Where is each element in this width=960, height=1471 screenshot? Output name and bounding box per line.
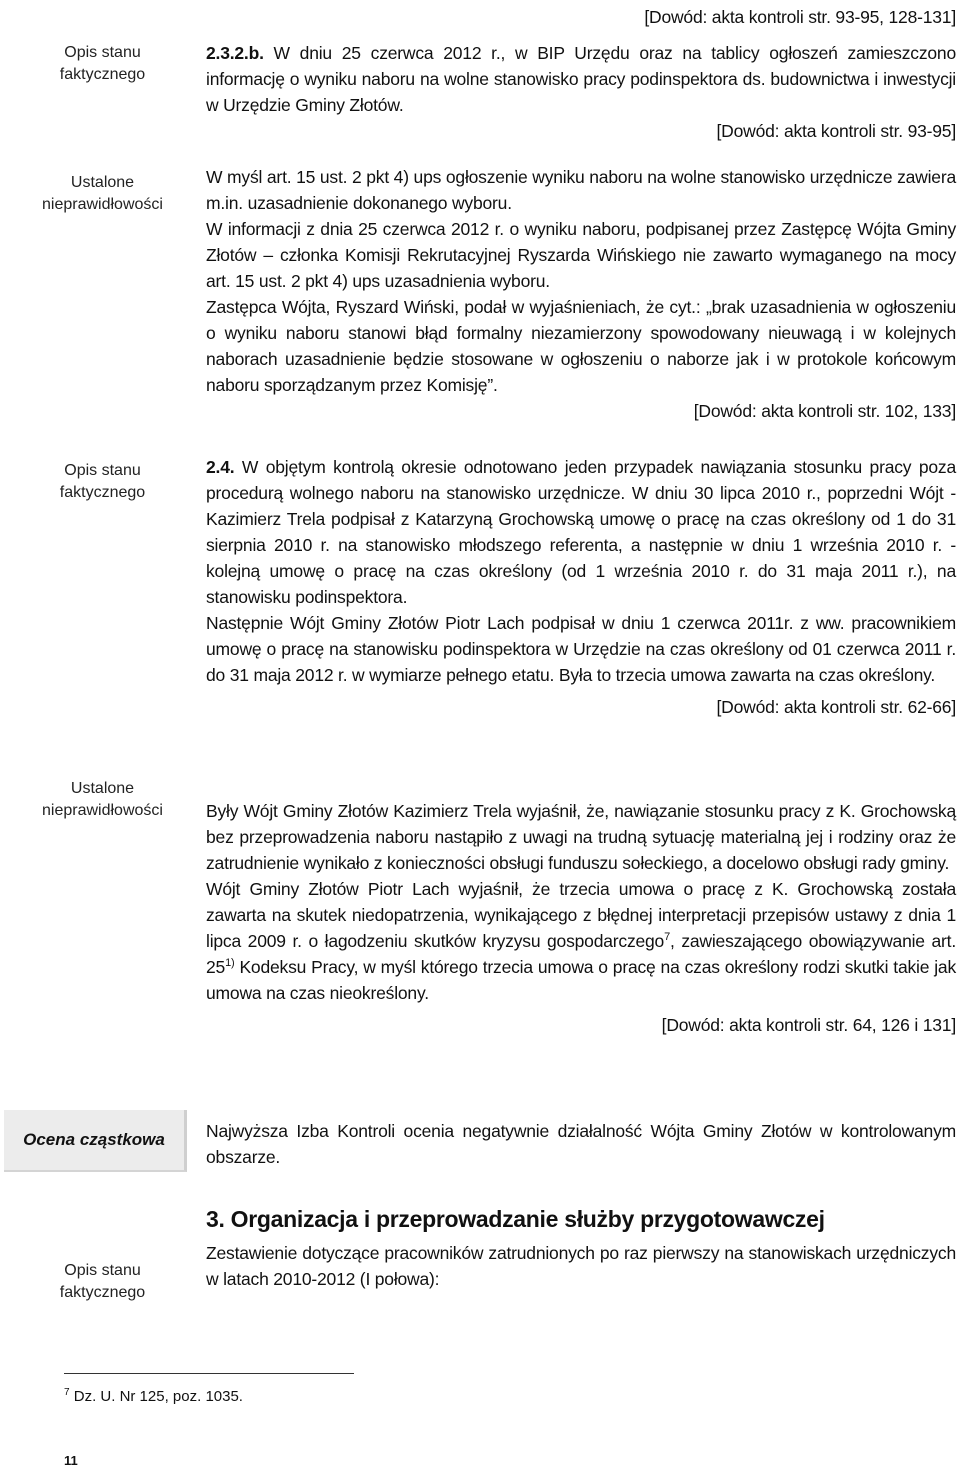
footnote-divider [64, 1373, 354, 1374]
irregularity-block-1 [206, 164, 956, 424]
evidence-reference: [Dowód: akta kontroli str. 93-95, 128-131] [644, 7, 956, 27]
paragraph-text: W objętym kontrolą okresie odnotowano jeden przypadek nawiązania stosunku pracy poza procedurą wolnego naboru na stanowisko urzędnicze. W dniu 30 lipca 2010 r., poprzedni Wójt - Kazimierz Trela podpisał z Katarzyną Grochowską umowę o pracę na czas określony od 1 do 31 sierpnia 2010 r. na stanowisko młodszego referenta, a następnie w dniu 1 września 2010 r. - kolejną umowę o pracę na czas określony (od 1 września 2010 r. do 31 maja 2011 r.), na stanowisku podinspektora. [206, 457, 956, 607]
page-number: 11 [64, 1453, 78, 1468]
partial-assessment-label: Ocena cząstkowa [23, 1130, 165, 1149]
main-text [206, 4, 956, 30]
evidence-reference: [Dowód: akta kontroli str. 62-66] [716, 697, 956, 717]
sidebar-label-facts: Opis stanu faktycznego [59, 1262, 146, 1301]
paragraph: Najwyższa Izba Kontroli ocenia negatywnie działalność Wójta Gminy Złotów w kontrolowanym obszarze. [206, 1121, 956, 1167]
paragraph: Następnie Wójt Gminy Złotów Piotr Lach podpisał w dniu 1 czerwca 2011r. z ww. pracownikiem umowę o pracę na stanowisku podinspektora w Urzędzie na czas określony od 01 czerwca 2011 r. do 31 maja 2012 r. w wymiarze pełnego etatu. Była to trzecia umowa zawarta na czas określony. [206, 613, 956, 685]
section-number: 2.3.2.b. [206, 43, 264, 63]
sidebar-label-irregularities: Ustalone nieprawidłowości [42, 780, 163, 819]
footnote-text: Dz. U. Nr 125, poz. 1035. [69, 1388, 243, 1405]
evidence-reference: [Dowód: akta kontroli str. 64, 126 i 131] [661, 1015, 956, 1035]
section-3 [206, 1206, 956, 1292]
paragraph: Były Wójt Gminy Złotów Kazimierz Trela wyjaśnił, że, nawiązanie stosunku pracy z K. Grochowską bez przeprowadzenia naboru nastąpiło z uwagi na trudną sytuację materialną jej i rodziny oraz że zatrudnienie wynikało z konieczności obsługi funduszu sołeckiego, a docelowo obsługi rady gminy. [206, 801, 956, 873]
paragraph-text: , zawieszającego obowiązywanie art. 25 [206, 931, 956, 977]
irregularity-block-2 [206, 798, 956, 1038]
sidebar-partial-assessment [4, 1110, 187, 1172]
paragraph: W informacji z dnia 25 czerwca 2012 r. o wyniku naboru, podpisanej przez Zastępcę Wójta Gminy Złotów – członka Komisji Rekrutacyjnej Ryszarda Wińskiego nie zawarto wymaganego na mocy art. 15 ust. 2 pkt 4) ups uzasadnienia wyboru. [206, 219, 956, 291]
paragraph-text: W dniu 25 czerwca 2012 r., w BIP Urzędu oraz na tablicy ogłoszeń zamieszczono informację o wyniku naboru na wolne stanowisko pracy podinspektora ds. budownictwa i inwestycji w Urzędzie Gminy Złotów. [206, 43, 956, 115]
sidebar-label-facts: Opis stanu faktycznego [59, 462, 146, 501]
assessment-block [206, 1118, 956, 1170]
superscript: 1) [225, 957, 235, 970]
paragraph: W myśl art. 15 ust. 2 pkt 4) ups ogłoszenie wyniku naboru na wolne stanowisko urzędnicze zawiera m.in. uzasadnienie dokonanego wyboru. [206, 167, 956, 213]
paragraph-text: Kodeksu Pracy, w myśl którego trzecia umowa o pracę na czas określony rodzi skutki takie jak umowa na czas nieokreślony. [206, 957, 956, 1003]
paragraph-text: Wójt Gminy Złotów Piotr Lach wyjaśnił, że trzecia umowa o pracę z K. Grochowską została zawarta na skutek niedopatrzenia, wynikającego z błędnej interpretacji przepisów ustawy z dnia 1 lipca 2009 r. o łagodzeniu skutków kryzysu gospodarczego [206, 879, 956, 951]
paragraph: Zestawienie dotyczące pracowników zatrudnionych po raz pierwszy na stanowiskach urzędniczych w latach 2010-2012 (I połowa): [206, 1243, 956, 1289]
paragraph [206, 876, 956, 1006]
paragraph [206, 40, 956, 118]
paragraph: Zastępca Wójta, Ryszard Wiński, podał w wyjaśnieniach, że cyt.: „brak uzasadnienia w ogłoszeniu o wyniku naboru stanowi błąd formalny niezamierzony spowodowany nieuwagą i w kolejnych naborach uzasadnienie będzie stosowane w ogłoszeniu o naborze jak i w protokole końcowym naboru sporządzanym przez Komisję”. [206, 297, 956, 395]
section-number: 2.4. [206, 457, 235, 477]
footnote-mark: 7 [64, 1387, 70, 1398]
section-2-4 [206, 454, 956, 720]
evidence-reference: [Dowód: akta kontroli str. 102, 133] [693, 401, 956, 421]
footnote [64, 1388, 243, 1405]
sidebar-label-facts: Opis stanu faktycznego [59, 44, 146, 83]
section-heading: 3. Organizacja i przeprowadzanie służby przygotowawczej [206, 1206, 825, 1232]
evidence-reference: [Dowód: akta kontroli str. 93-95] [716, 121, 956, 141]
paragraph [206, 454, 956, 610]
sidebar-label-irregularities: Ustalone nieprawidłowości [42, 174, 163, 213]
section-2-3-2-b [206, 40, 956, 144]
footnote-ref[interactable]: 7 [664, 931, 671, 944]
